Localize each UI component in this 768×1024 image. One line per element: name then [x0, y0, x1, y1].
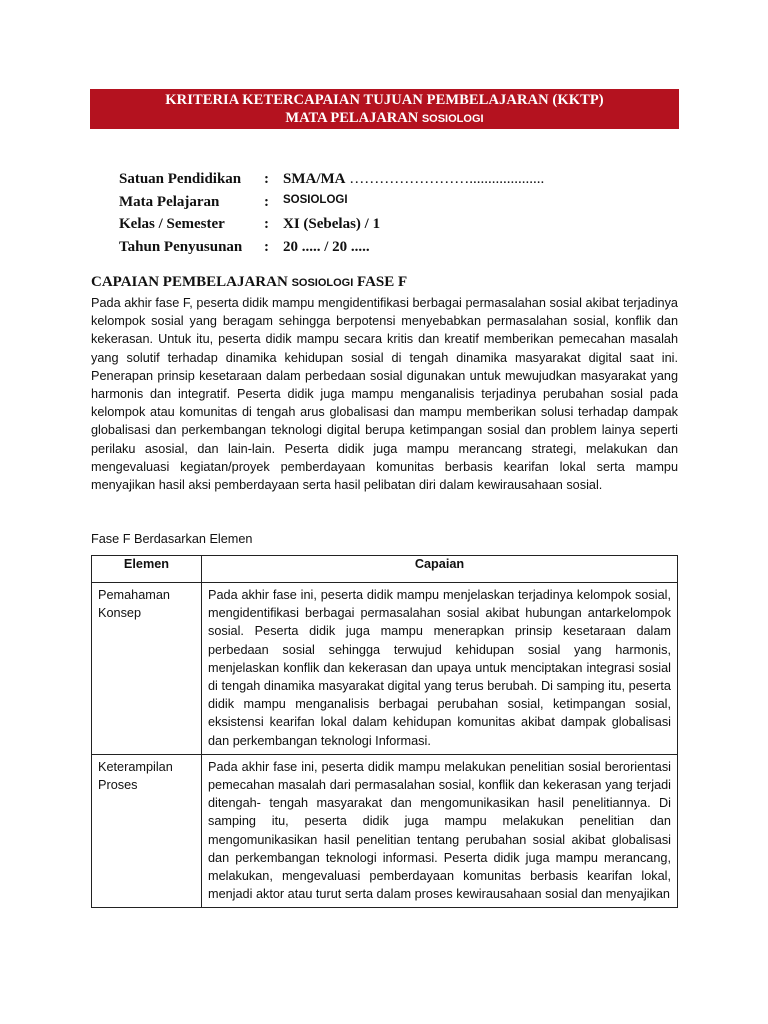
- section-heading-main: CAPAIAN PEMBELAJARAN: [91, 274, 288, 290]
- info-row-mapel: [119, 194, 639, 217]
- elemen-table: [91, 555, 678, 908]
- info-value-dots: ……………………....................: [345, 171, 545, 187]
- info-value: [283, 171, 544, 188]
- info-label: Tahun Penyusunan: [119, 238, 243, 255]
- info-label: Mata Pelajaran: [119, 193, 220, 210]
- table-row: [92, 754, 678, 908]
- table-header-elemen: Elemen: [92, 556, 202, 583]
- info-row-tahun: [119, 239, 639, 262]
- info-colon: :: [264, 216, 269, 232]
- info-colon: :: [264, 238, 269, 255]
- section-heading-subject: SOSIOLOGI: [291, 277, 354, 289]
- table-row: [92, 583, 678, 755]
- table-header-capaian: Capaian: [202, 556, 678, 583]
- banner-subtitle-main: MATA PELAJARAN: [285, 110, 419, 126]
- section-heading: [91, 274, 407, 291]
- title-banner: [90, 89, 679, 129]
- banner-subtitle: [90, 109, 679, 128]
- info-row-satuan: [119, 171, 639, 194]
- info-value: 20 ..... / 20 .....: [283, 238, 370, 255]
- info-colon: :: [264, 193, 269, 210]
- elemen-subheading: Fase F Berdasarkan Elemen: [91, 532, 253, 546]
- table-header-row: [92, 556, 678, 583]
- info-label: Satuan Pendidikan: [119, 171, 242, 187]
- info-value: SOSIOLOGI: [283, 193, 348, 206]
- banner-title: KRITERIA KETERCAPAIAN TUJUAN PEMBELAJARAN (KKTP): [165, 92, 604, 108]
- info-value: XI (Sebelas) / 1: [283, 216, 381, 232]
- section-heading-tail: FASE F: [357, 274, 408, 290]
- identity-block: [119, 171, 639, 261]
- info-label: Kelas / Semester: [119, 216, 225, 232]
- info-row-kelas: [119, 216, 639, 239]
- section-paragraph: Pada akhir fase F, peserta didik mampu mengidentifikasi berbagai permasalahan sosial akibat terjadinya kelompok sosial yang beragam sehingga berpotensi menyebabkan permasalahan sosial, konflik dan kekerasan. Untuk itu, peserta didik mampu secara kritis dan kreatif memberikan pemecahan masalah yang solutif terhadap dinamika kehidupan sosial di tengah dinamika masyarakat digital saat ini. Penerapan prinsip kesetaraan dalam perbedaan sosial digunakan untuk mewujudkan masyarakat yang harmonis dan integratif. Peserta didik juga mampu menganalisis terjadinya perubahan sosial pada kelompok atau komunitas di tengah arus globalisasi dan mampu memberikan solusi terhadap dampak globalisasi dan perkembangan teknologi digital berupa ketimpangan sosial dan problem lainya seperti perilaku asosial, dan lain-lain. Peserta didik juga mampu merancang strategi, melakukan dan mengevaluasi kegiatan/proyek pemberdayaan komunitas berbasis kearifan lokal serta mampu menyajikan hasil aksi pemberdayaan serta hasil pelibatan diri dalam kewirausahaan sosial.: [91, 296, 678, 493]
- info-value-text: SMA/MA: [283, 171, 346, 187]
- table-cell-elemen: Keterampilan Proses: [92, 754, 202, 908]
- banner-subtitle-subject: SOSIOLOGI: [421, 113, 484, 125]
- table-cell-elemen: Pemahaman Konsep: [92, 583, 202, 755]
- table-cell-capaian: Pada akhir fase ini, peserta didik mampu menjelaskan terjadinya kelompok sosial, mengidentifikasi berbagai permasalahan sosial akibat hubungan antarkelompok sosial. Peserta didik juga mampu menerapkan prinsip kesetaraan dalam perbedaan sosial sehingga terwujud kehidupan sosial yang harmonis, menjelaskan konflik dan kekerasan dan upaya untuk menciptakan integrasi sosial di tengah dinamika masyarakat digital yang terus berubah. Di samping itu, peserta didik mampu menganalisis berbagai perubahan sosial, ketimpangan sosial, eksistensi kearifan lokal dalam kehidupan komunitas akibat dampak globalisasi dan perkembangan teknologi Informasi.: [202, 583, 678, 755]
- info-colon: :: [264, 171, 269, 187]
- table-cell-capaian: Pada akhir fase ini, peserta didik mampu melakukan penelitian sosial berorientasi pemecahan masalah dari permasalahan sosial, konflik dan kekerasan yang terjadi ditengah- tengah masyarakat dan mengomunikasikan hasil penelitiannya. Di samping itu, peserta didik juga mampu melakukan penelitian dan mengomunikasikan hasil penelitian tentang perubahan sosial akibat globalisasi dan perkembangan teknologi informasi. Peserta didik juga mampu merancang, melakukan, mengevaluasi pemberdayaan komunitas berbasis kearifan lokal, menjadi aktor atau turut serta dalam proses kewirausahaan sosial dan menyajikan: [202, 754, 678, 908]
